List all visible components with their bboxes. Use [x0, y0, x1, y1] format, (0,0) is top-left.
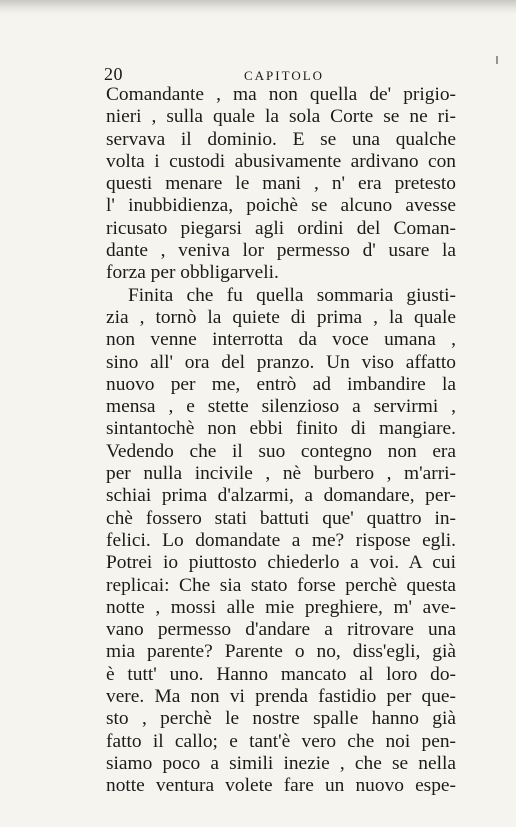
text-line: è tutt' uno. Hanno mancato al loro do-	[106, 663, 456, 685]
text-line: vere. Ma non vi prenda fastidio per que-	[106, 686, 456, 708]
text-line: non venne interrotta da voce umana ,	[106, 329, 456, 351]
page-number: 20	[104, 64, 123, 84]
text-line: mensa , e stette silenzioso a servirmi ,	[106, 396, 456, 418]
page-header	[104, 64, 456, 86]
text-line: volta i custodi abusivamente ardivano con	[106, 150, 456, 172]
running-head: CAPITOLO	[244, 68, 325, 83]
text-line: servava il dominio. E se una qualche	[106, 128, 456, 150]
text-line: Potrei io piuttosto chiederlo a voi. A cui	[106, 552, 456, 574]
text-line: felici. Lo domandate a me? rispose egli.	[106, 529, 456, 551]
body-text	[106, 84, 456, 798]
text-line-paragraph-end: forza per obbligarveli.	[106, 262, 279, 284]
text-line-paragraph-start: Finita che fu quella sommaria giusti-	[128, 284, 456, 306]
text-line: vano permesso d'andare a ritrovare una	[106, 619, 456, 641]
text-line: replicai: Che sia stato forse perchè questa	[106, 574, 456, 596]
text-line: nuovo per me, entrò ad imbandire la	[106, 373, 456, 395]
text-line: chè fossero stati battuti que' quattro in-	[106, 507, 456, 529]
text-line: dante , veniva lor permesso d' usare la	[106, 240, 456, 262]
text-line: fatto il callo; e tant'è vero che noi pen-	[106, 730, 456, 752]
text-line: notte ventura volete fare un nuovo espe-	[106, 775, 456, 797]
text-line: schiai prima d'alzarmi, a domandare, per-	[106, 485, 456, 507]
text-line: sintantochè non ebbi finito di mangiare.	[106, 418, 456, 440]
text-line: sino all' ora del pranzo. Un viso affatto	[106, 351, 456, 373]
text-line: siamo poco a simili inezie , che se nella	[106, 752, 456, 774]
text-line: Vedendo che il suo contegno non era	[106, 440, 456, 462]
text-line: l' inubbidienza, poichè se alcuno avesse	[106, 195, 456, 217]
text-line: notte , mossi alle mie preghiere, m' ave-	[106, 596, 456, 618]
margin-mark	[496, 56, 498, 64]
text-line: sto , perchè le nostre spalle hanno già	[106, 708, 456, 730]
text-line: questi menare le mani , n' era pretesto	[106, 173, 456, 195]
text-line: Comandante , ma non quella de' prigio-	[106, 84, 456, 105]
text-line: zia , tornò la quiete di prima , la quale	[106, 306, 456, 328]
text-line: nieri , sulla quale la sola Corte se ne ri-	[106, 106, 456, 128]
text-line: ricusato piegarsi agli ordini del Coman-	[106, 217, 456, 239]
page-top-shadow	[0, 0, 516, 14]
text-line: mia parente? Parente o no, diss'egli, già	[106, 641, 456, 663]
text-line: per nulla incivile , nè burbero , m'arri-	[106, 463, 456, 485]
